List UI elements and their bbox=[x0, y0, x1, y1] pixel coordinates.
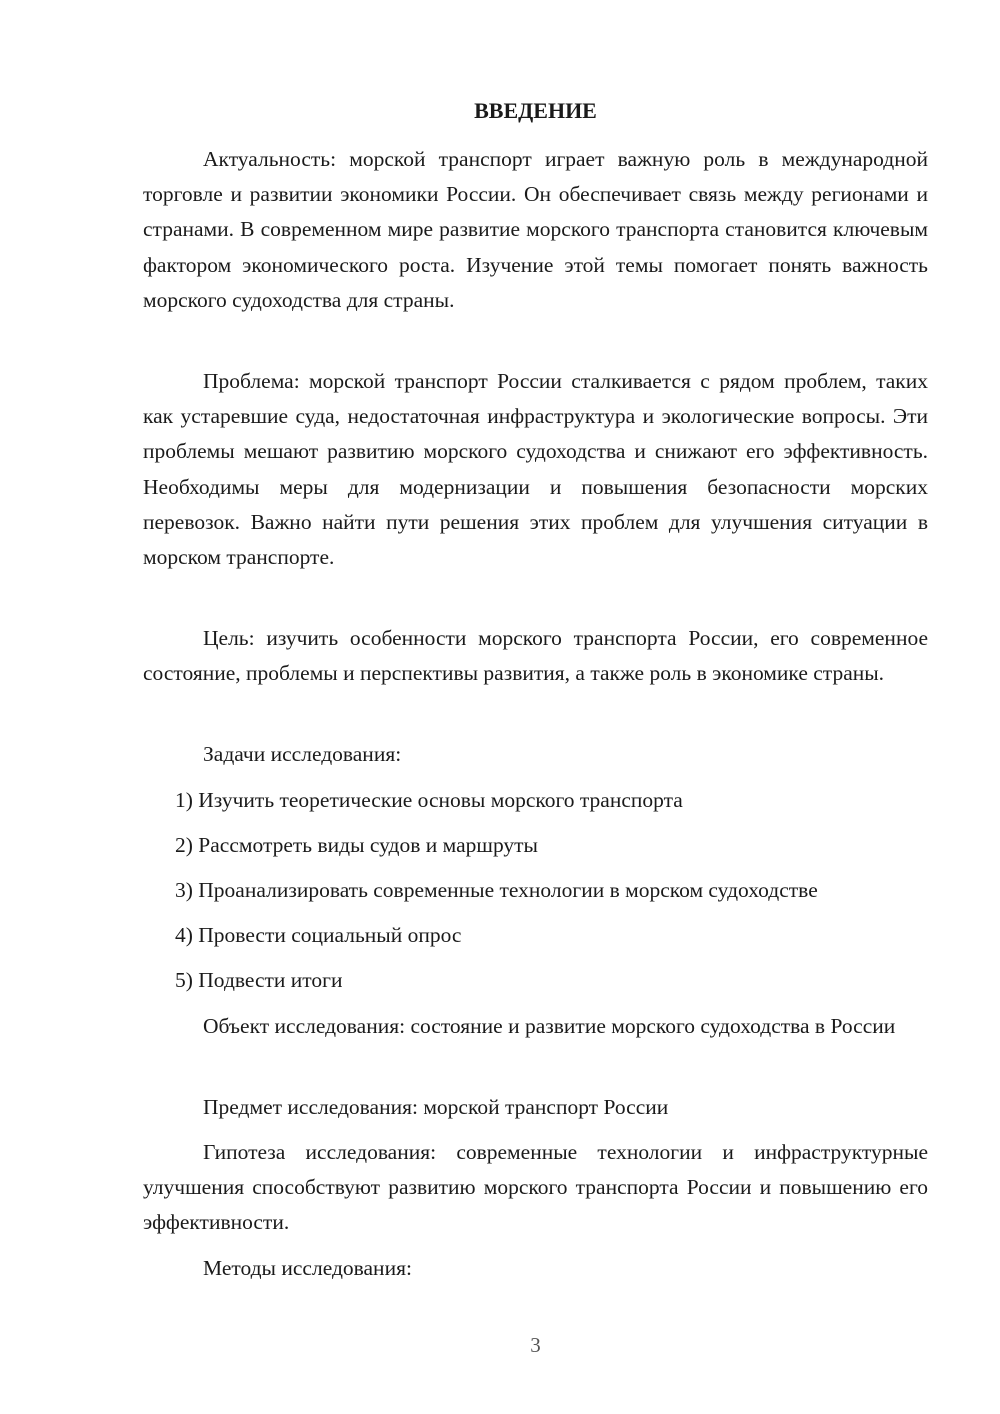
problem-paragraph: Проблема: морской транспорт России сталкивается с рядом проблем, таких как устаревшие суда, недостаточная инфраструктура и экологические вопросы. Эти проблемы мешают развитию морского судоходства и снижают его эффективность. Необходимы меры для модернизации и повышения безопасности морских перевозок. Важно найти пути решения этих проблем для улучшения ситуации в морском транспорте. bbox=[143, 369, 928, 570]
task-item: 2) Рассмотреть виды судов и маршруты bbox=[175, 833, 539, 857]
tasks-heading: Задачи исследования: bbox=[203, 742, 402, 766]
task-item: 4) Провести социальный опрос bbox=[175, 923, 462, 947]
task-item: 3) Проанализировать современные технологии в морском судоходстве bbox=[175, 878, 818, 902]
section-title: ВВЕДЕНИЕ bbox=[474, 98, 597, 123]
subject-line: Предмет исследования: морской транспорт России bbox=[203, 1095, 669, 1119]
page-number: 3 bbox=[530, 1333, 541, 1357]
goal-paragraph: Цель: изучить особенности морского транспорта России, его современное состояние, проблемы и перспективы развития, а также роль в экономике страны. bbox=[143, 626, 928, 686]
task-item: 1) Изучить теоретические основы морского транспорта bbox=[175, 788, 683, 812]
methods-heading: Методы исследования: bbox=[203, 1256, 412, 1280]
task-item: 5) Подвести итоги bbox=[175, 968, 343, 992]
object-paragraph: Объект исследования: состояние и развитие морского судоходства в России bbox=[203, 1014, 896, 1038]
relevance-paragraph: Актуальность: морской транспорт играет важную роль в международной торговле и развитии экономики России. Он обеспечивает связь между регионами и странами. В современном мире развитие морского транспорта становится ключевым фактором экономического роста. Изучение этой темы помогает понять важность морского судоходства для страны. bbox=[143, 147, 928, 312]
hypothesis-paragraph: Гипотеза исследования: современные технологии и инфраструктурные улучшения способствуют развитию морского транспорта России и повышению его эффективности. bbox=[143, 1140, 928, 1235]
